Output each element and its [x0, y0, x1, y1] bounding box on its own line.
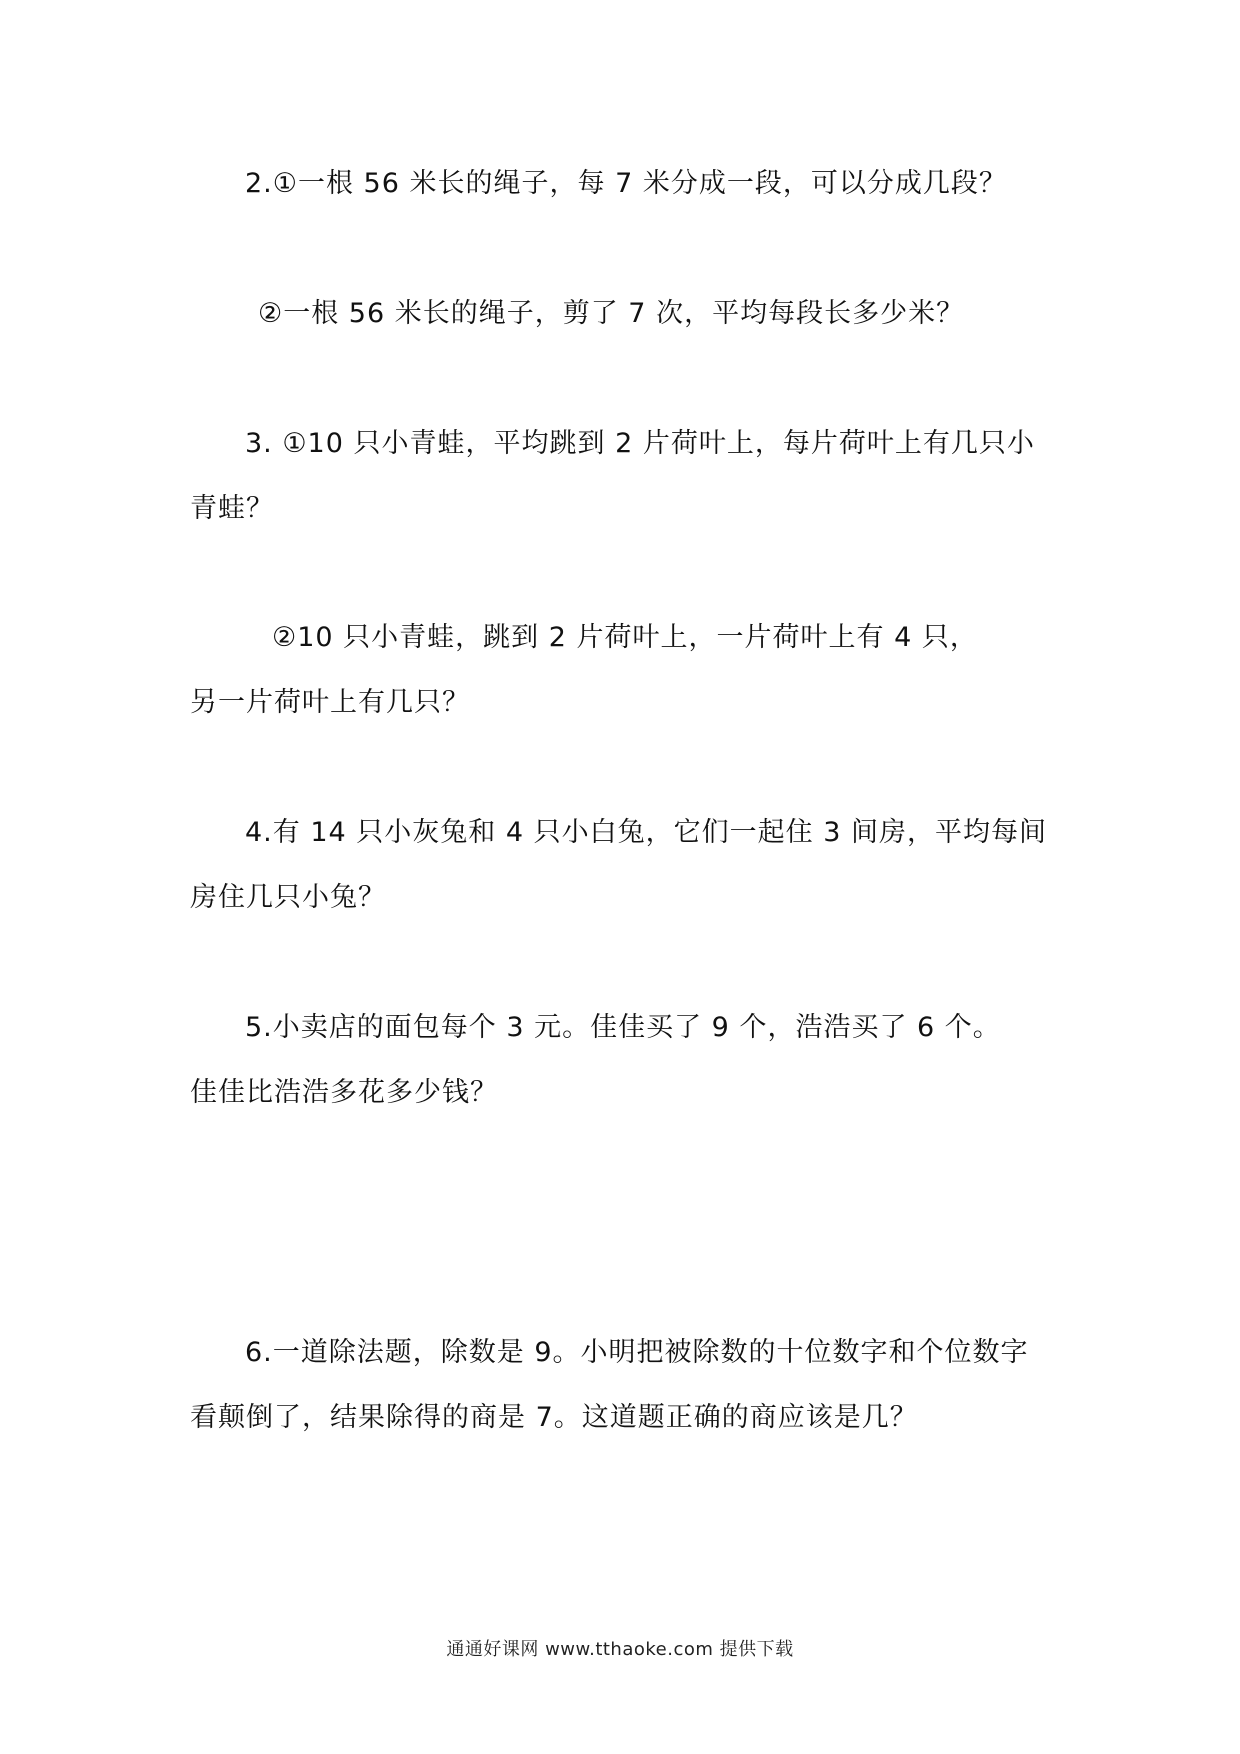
problem-3b-line-2: 另一片荷叶上有几只？: [190, 687, 470, 718]
problem-2-line-1: 2.①一根 56 米长的绳子，每 7 米分成一段，可以分成几段？: [245, 168, 1007, 199]
page-footer: 通通好课网 www.tthaoke.com 提供下载: [446, 1639, 794, 1660]
problem-5-line-1: 5.小卖店的面包每个 3 元。佳佳买了 9 个，浩浩买了 6 个。: [245, 1012, 1001, 1043]
problem-3-line-2: 青蛙？: [190, 493, 274, 524]
problem-6-line-1: 6.一道除法题，除数是 9。小明把被除数的十位数字和个位数字: [245, 1337, 1029, 1368]
problem-2b-line-1: ②一根 56 米长的绳子，剪了 7 次，平均每段长多少米？: [258, 298, 965, 329]
problem-6-line-2: 看颠倒了，结果除得的商是 7。这道题正确的商应该是几？: [190, 1402, 918, 1433]
problem-5-line-2: 佳佳比浩浩多花多少钱？: [190, 1077, 498, 1108]
problem-3b-line-1: ②10 只小青蛙，跳到 2 片荷叶上，一片荷叶上有 4 只，: [272, 622, 978, 653]
problem-3-line-1: 3. ①10 只小青蛙，平均跳到 2 片荷叶上，每片荷叶上有几只小: [245, 428, 1035, 459]
problem-4-line-1: 4.有 14 只小灰兔和 4 只小白兔，它们一起住 3 间房，平均每间: [245, 817, 1047, 848]
problem-4-line-2: 房住几只小兔？: [190, 882, 386, 913]
